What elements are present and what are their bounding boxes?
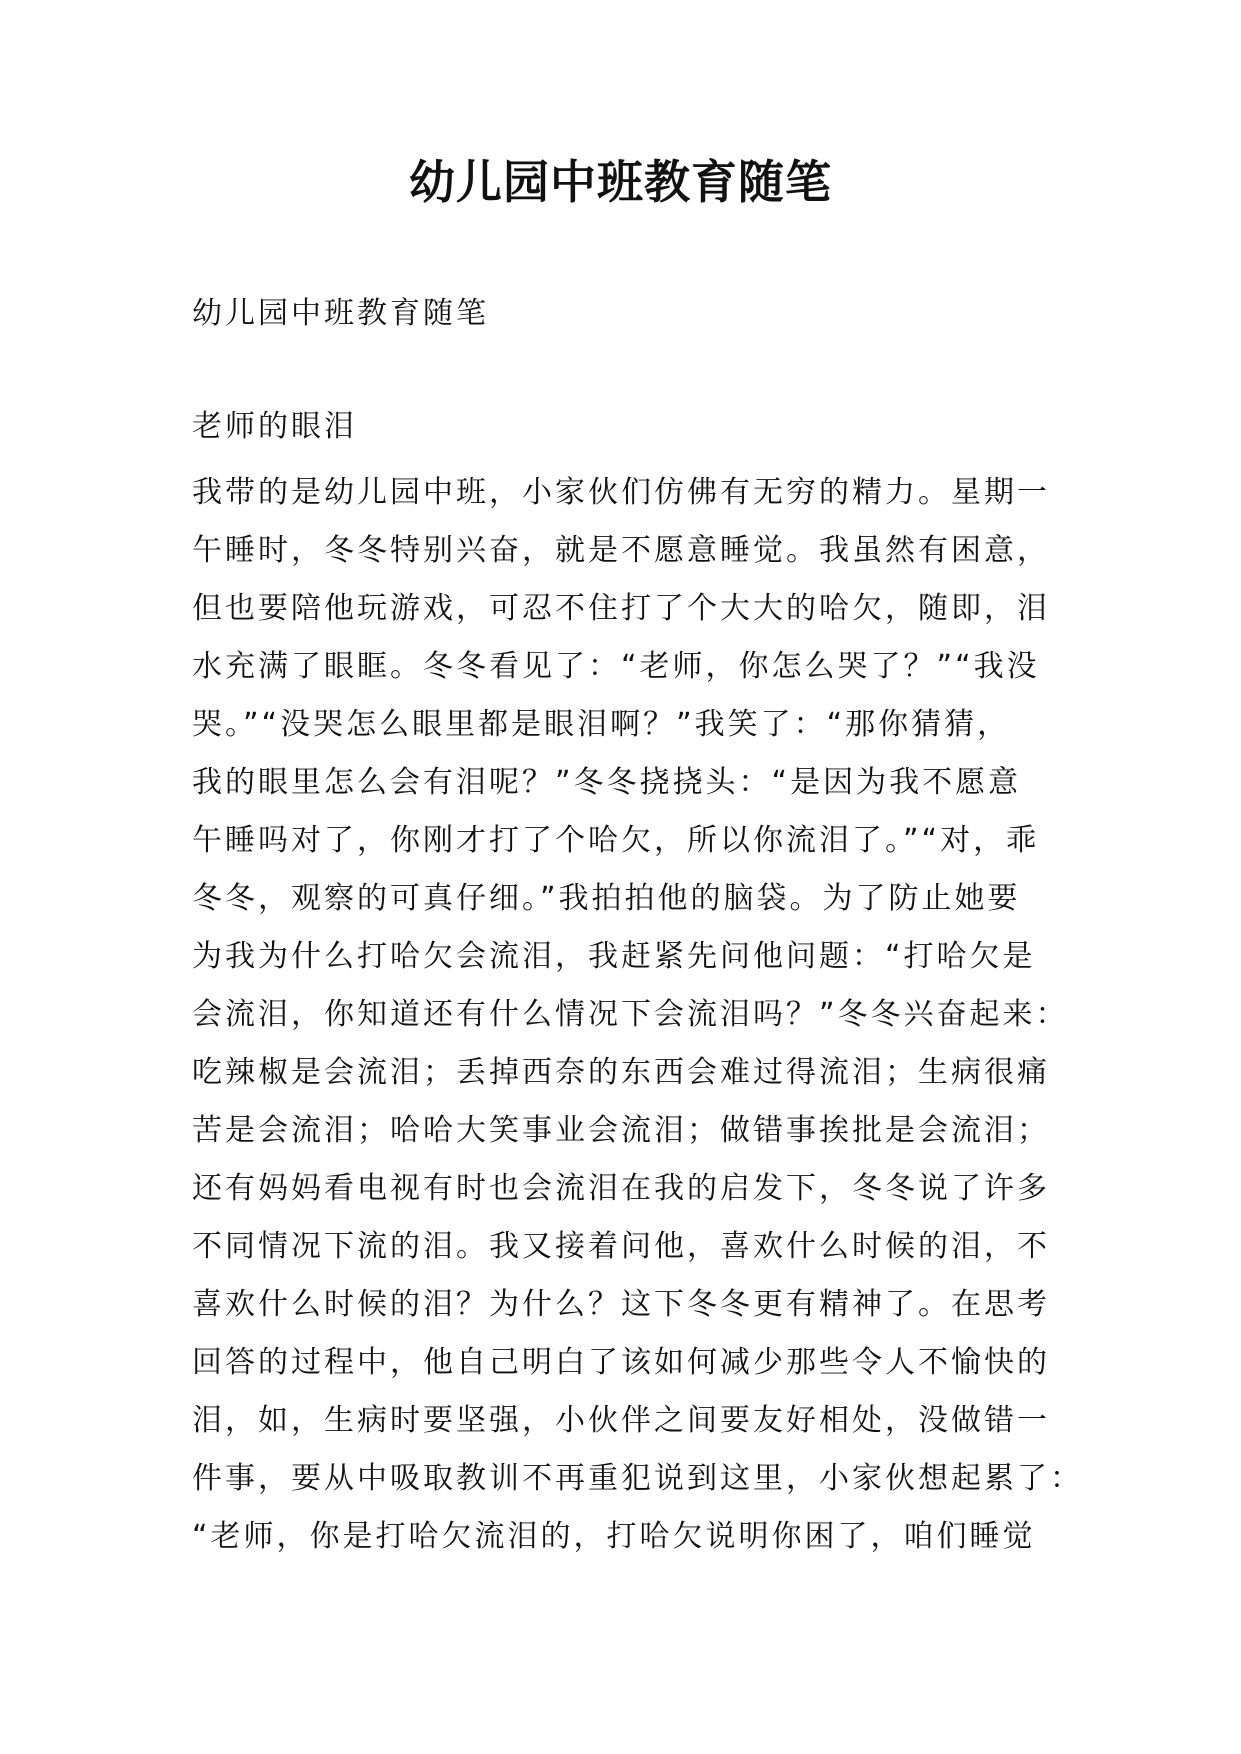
body-line: 不同情况下流的泪。我又接着问他，喜欢什么时候的泪，不: [192, 1229, 1050, 1264]
document-title: 幼儿园中班教育随笔: [409, 155, 832, 209]
body-line: 冬冬，观察的可真仔细。”我拍拍他的脑袋。为了防止她要: [192, 881, 1021, 916]
body-line: 为我为什么打哈欠会流泪，我赶紧先问他问题：“打哈欠是: [192, 939, 1036, 974]
body-line: 午睡吗对了，你刚才打了个哈欠，所以你流泪了。”“对，乖: [192, 823, 1040, 858]
body-line: 还有妈妈看电视有时也会流泪在我的启发下，冬冬说了许多: [192, 1171, 1050, 1206]
body-line: 但也要陪他玩游戏，可忍不住打了个大大的哈欠，随即，泪: [192, 591, 1050, 626]
body-line: 泪，如，生病时要坚强，小伙伴之间要友好相处，没做错一: [192, 1403, 1050, 1438]
document-subtitle: 幼儿园中班教育随笔: [192, 296, 489, 331]
body-line: 件事，要从中吸取教训不再重犯说到这里，小家伙想起累了：: [192, 1461, 1083, 1496]
body-line: 午睡时，冬冬特别兴奋，就是不愿意睡觉。我虽然有困意，: [192, 533, 1050, 568]
body-line: 喜欢什么时候的泪？为什么？这下冬冬更有精神了。在思考: [192, 1287, 1050, 1322]
body-line: 我带的是幼儿园中班，小家伙们仿佛有无穷的精力。星期一: [192, 475, 1050, 510]
body-line: 回答的过程中，他自己明白了该如何减少那些令人不愉快的: [192, 1345, 1050, 1380]
body-line: 会流泪，你知道还有什么情况下会流泪吗？”冬冬兴奋起来：: [192, 997, 1069, 1032]
body-line: 苦是会流泪；哈哈大笑事业会流泪；做错事挨批是会流泪；: [192, 1113, 1050, 1148]
body-text: [192, 464, 1083, 1566]
body-line: 我的眼里怎么会有泪呢？”冬冬挠挠头：“是因为我不愿意: [192, 765, 1022, 800]
body-line: “老师，你是打哈欠流泪的，打哈欠说明你困了，咱们睡觉: [192, 1519, 1036, 1554]
body-line: 哭。”“没哭怎么眼里都是眼泪啊？”我笑了：“那你猜猜，: [192, 707, 1011, 742]
body-line: 水充满了眼眶。冬冬看见了：“老师，你怎么哭了？”“我没: [192, 649, 1040, 684]
body-line: 吃辣椒是会流泪；丢掉西奈的东西会难过得流泪；生病很痛: [192, 1055, 1050, 1090]
section-heading: 老师的眼泪: [192, 409, 357, 444]
